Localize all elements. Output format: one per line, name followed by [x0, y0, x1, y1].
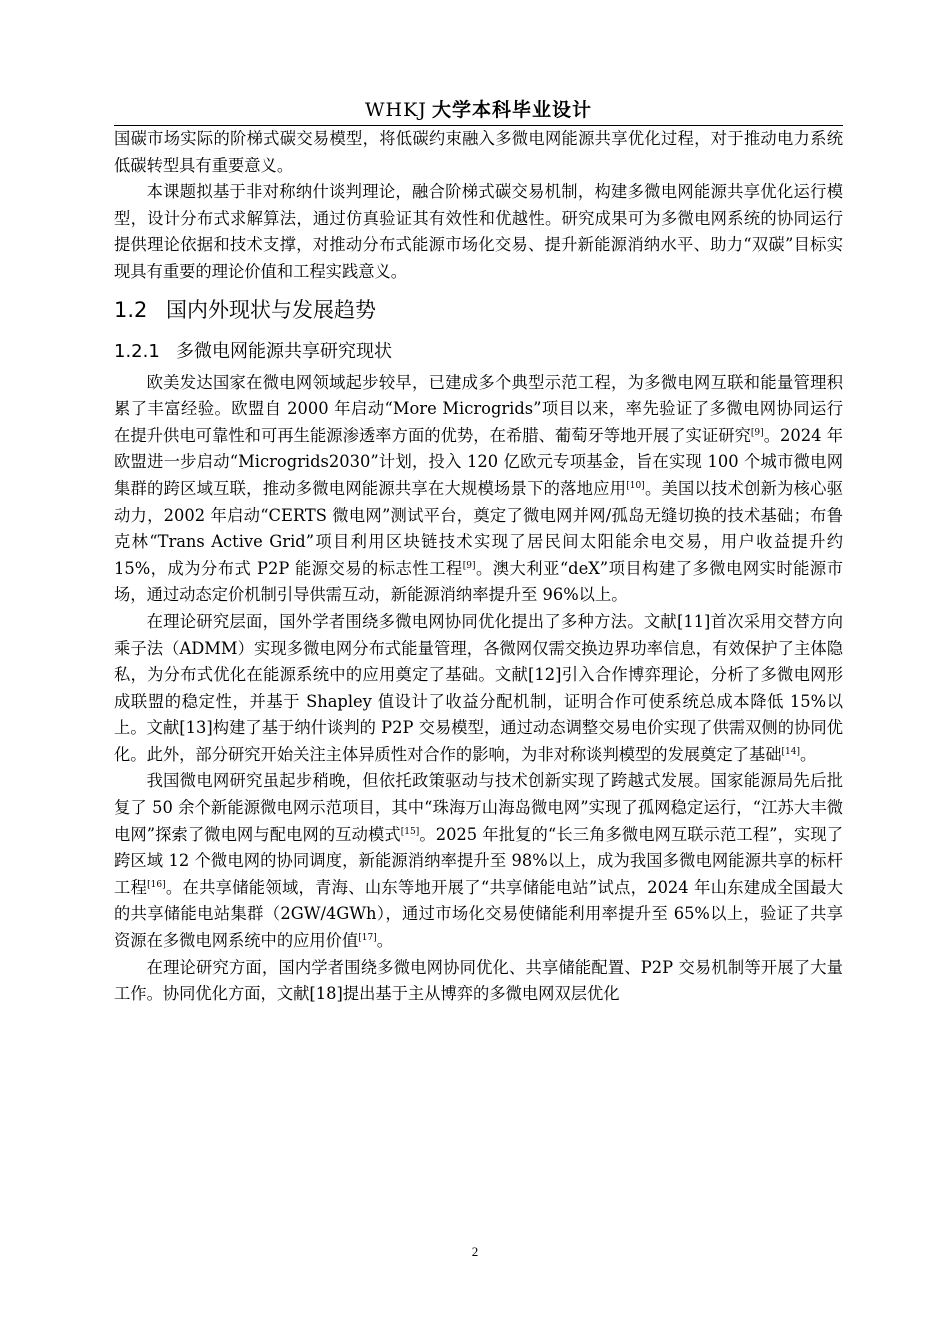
document-body — [114, 126, 843, 1008]
paragraph-research-significance: 本课题拟基于非对称纳什谈判理论，融合阶梯式碳交易机制，构建多微电网能源共享优化运行模型，设计分布式求解算法，通过仿真验证其有效性和优越性。研究成果可为多微电网系统的协同运行提供理论依据和技术支撑，对推动分布式能源市场化交易、提升新能源消纳水平、助力“双碳”目标实现具有重要的理论价值和工程实践意义。 — [114, 182, 843, 281]
text-run: 。 — [376, 931, 394, 951]
text-run: 。在共享储能领域，青海、山东等地开展了“共享储能电站”试点，2024 年山东建成全国最大的共享储能电站集群（2GW/4GWh），通过市场化交易使储能利用率提升至 65%以上，验证了共享资源在多微电网系统中的应用价值 — [114, 877, 843, 951]
paragraph-domestic-theory: 在理论研究方面，国内学者围绕多微电网协同优化、共享储能配置、P2P 交易机制等开展了大量工作。协同优化方面，文献[18]提出基于主从博弈的多微电网双层优化 — [114, 957, 843, 1004]
paragraph-domestic-projects — [114, 768, 843, 954]
section-title: 国内外现状与发展趋势 — [166, 297, 376, 322]
citation: [14] — [781, 746, 801, 757]
paragraph-continued: 国碳市场实际的阶梯式碳交易模型，将低碳约束融入多微电网能源共享优化过程，对于推动电力系统低碳转型具有重要意义。 — [114, 129, 843, 175]
page-header — [114, 95, 843, 126]
section-heading — [114, 286, 843, 333]
paragraph-international-projects — [114, 370, 843, 609]
text-run: 我国微电网研究虽起步稍晚，但依托政策驱动与技术创新实现了跨越式发展。国家能源局先后批复了 50 余个新能源微电网示范项目，其中“珠海万山海岛微电网”实现了孤网稳定运行，“江苏大丰微电网”探索了微电网与配电网的互动模式 — [114, 771, 843, 844]
header-title: 大学本科毕业设计 — [432, 99, 593, 121]
text-run: 。澳大利亚“deX”项目构建了多微电网实时能源市场，通过动态定价机制引导供需互动，新能源消纳率提升至 96%以上。 — [114, 558, 843, 605]
subsection-heading — [114, 333, 843, 370]
citation: [9] — [750, 427, 764, 438]
citation: [16] — [147, 879, 166, 890]
text-run: 欧美发达国家在微电网领域起步较早，已建成多个典型示范工程，为多微电网互联和能量管理积累了丰富经验。欧盟自 2000 年启动“More Microgrids”项目以来，率先验证了多微电网协同运行在提升供电可靠性和可再生能源渗透率方面的优势，在希腊、葡萄牙等地开展了实证研究 — [114, 372, 843, 445]
text-run: 。2025 年批复的“长三角多微电网互联示范工程”，实现了跨区域 12 个微电网的协同调度，新能源消纳率提升至 98%以上，成为我国多微电网能源共享的标杆工程 — [114, 824, 843, 897]
text-run: 在理论研究层面，国外学者围绕多微电网协同优化提出了多种方法。文献[11]首次采用交替方向乘子法（ADMM）实现多微电网分布式能量管理，各微网仅需交换边界功率信息，有效保护了主体隐私，为分布式优化在能源系统中的应用奠定了基础。文献[12]引入合作博弈理论，分析了多微电网形成联盟的稳定性，并基于 Shapley 值设计了收益分配机制，证明合作可使系统总成本降低 15%以上。文献[13]构建了基于纳什谈判的 P2P 交易模型，通过动态调整交易电价实现了供需双侧的协同优化。此外，部分研究开始关注主体异质性对合作的影响，为非对称谈判模型的发展奠定了基础 — [114, 611, 843, 764]
subsection-title: 多微电网能源共享研究现状 — [176, 340, 392, 362]
subsection-number: 1.2.1 — [114, 340, 160, 362]
citation: [15] — [400, 826, 420, 837]
paragraph-international-theory — [114, 609, 843, 769]
header-prefix: WHKJ — [364, 99, 427, 121]
text-run: 。2024 年欧盟进一步启动“Microgrids2030”计划，投入 120 亿欧元专项基金，旨在实现 100 个城市微电网集群的跨区域互联，推动多微电网能源共享在大规模场景下的落地应用 — [114, 425, 843, 498]
page-number: 2 — [471, 1244, 479, 1259]
citation: [10] — [626, 480, 645, 491]
citation: [17] — [358, 933, 377, 944]
text-run: 。美国以技术创新为核心驱动力，2002 年启动“CERTS 微电网”测试平台，奠定了微电网并网/孤岛无缝切换的技术基础；布鲁克林“Trans Active Grid”项目利用区块链技术实现了居民间太阳能余电交易，用户收益提升约 15%，成为分布式 P2P 能源交易的标志性工程 — [114, 478, 843, 578]
citation: [9] — [462, 560, 476, 571]
text-run: 。 — [800, 744, 817, 764]
section-number: 1.2 — [114, 297, 148, 322]
